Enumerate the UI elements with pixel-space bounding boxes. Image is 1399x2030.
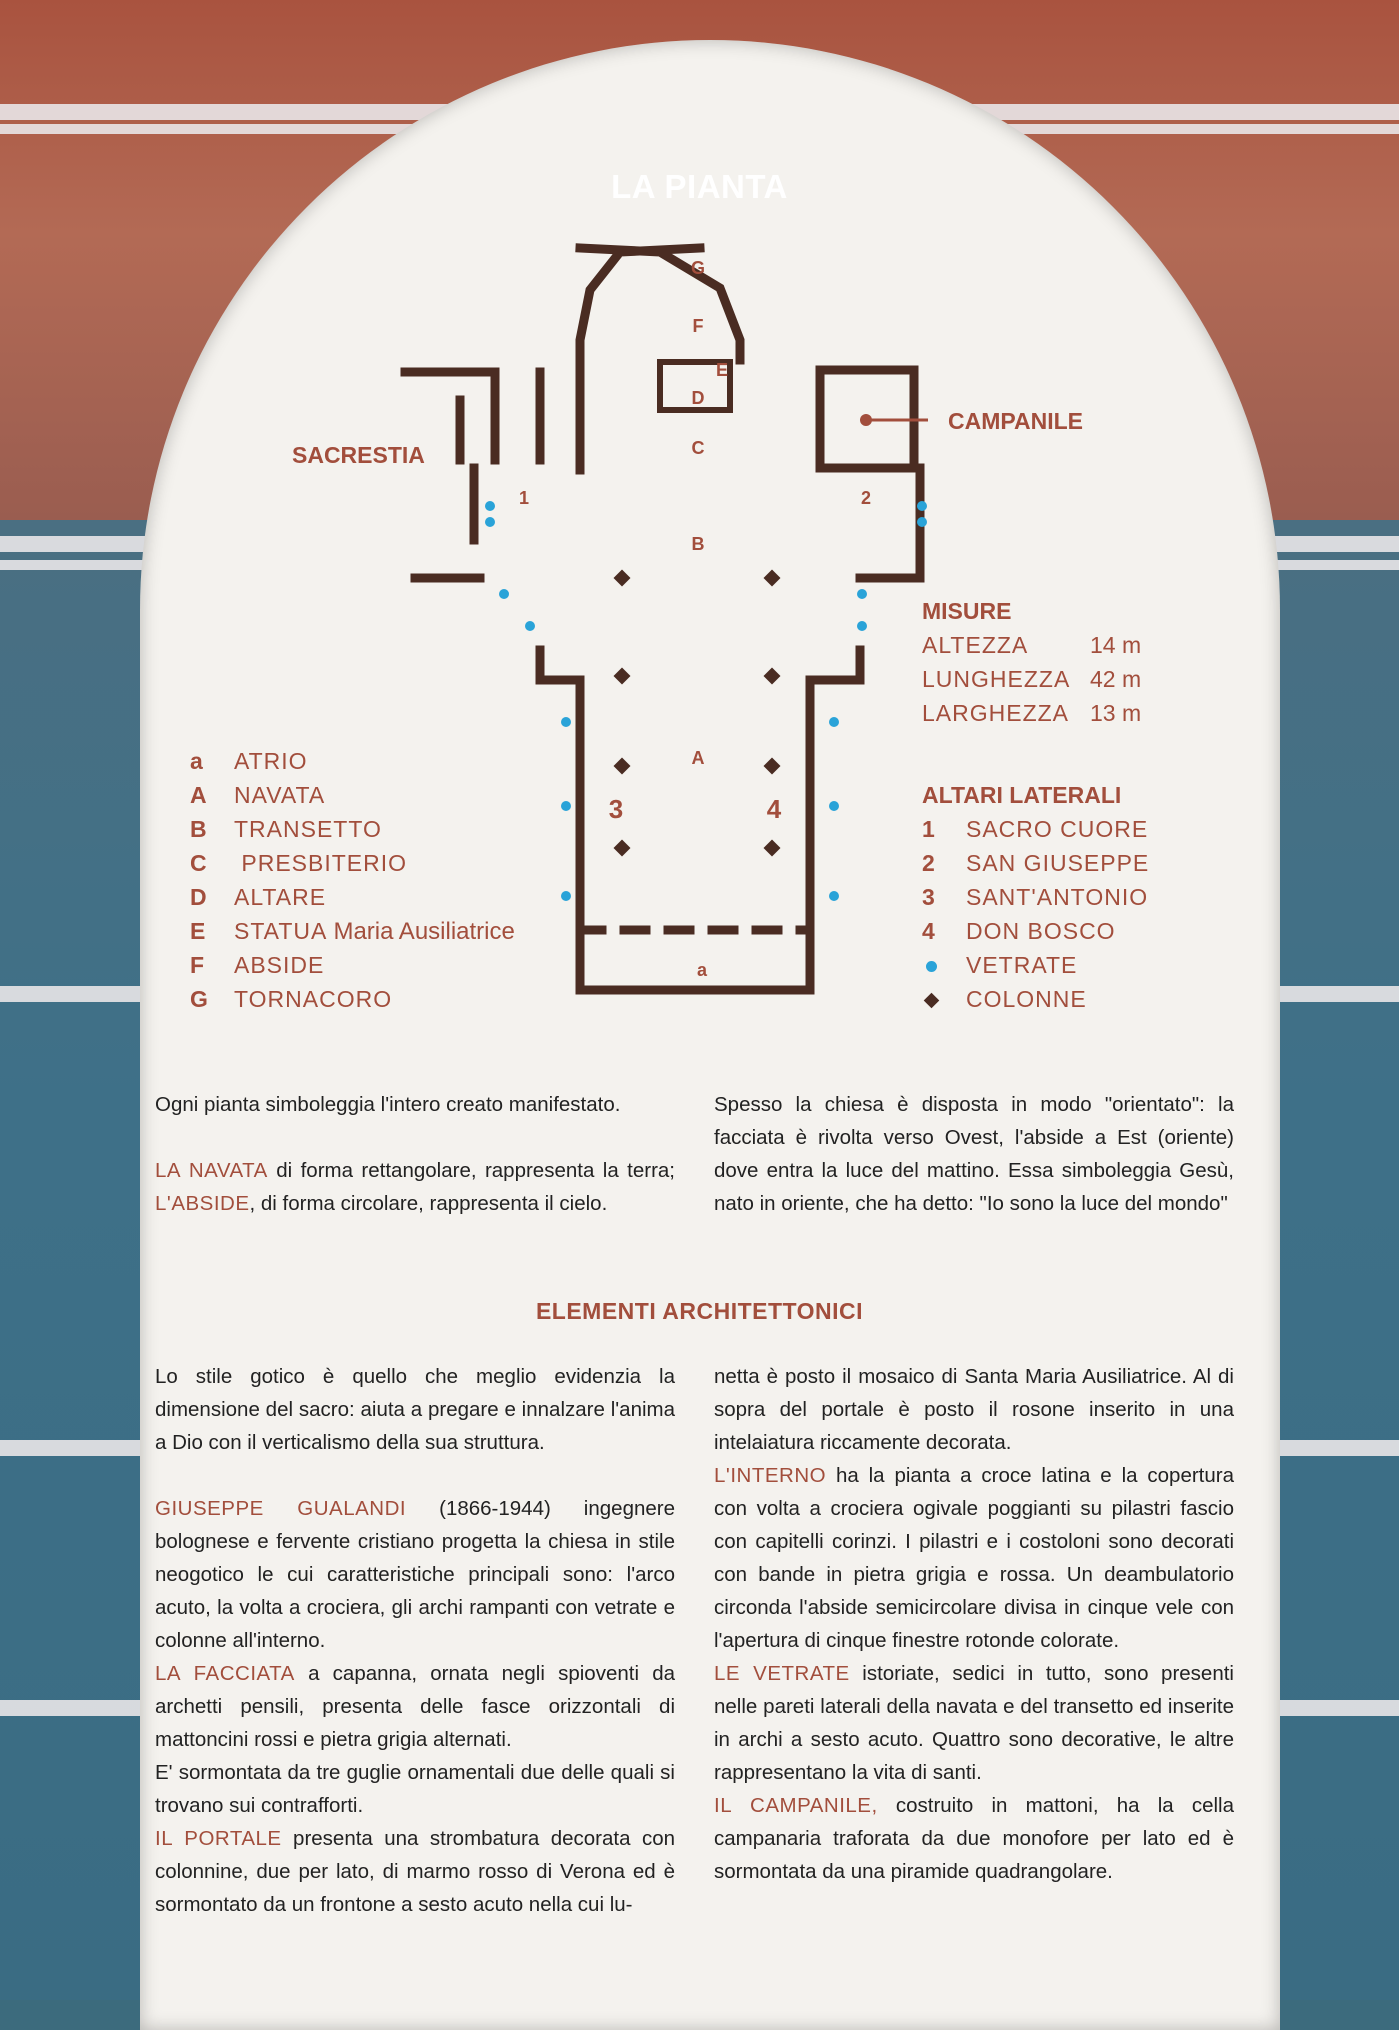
text-run: istoriate, sedici in tutto, sono presenti nelle pareti laterali della navata e del transetto ed inserite in archi a sesto acuto. Quattro sono decorative, le altre rappresentano la vita di santi. xyxy=(714,1662,1234,1784)
left-p2 xyxy=(155,1492,675,1657)
apse-wall xyxy=(580,248,740,360)
legend-item xyxy=(190,918,515,952)
transept-wall xyxy=(860,468,920,578)
window-marker xyxy=(829,717,839,727)
legend-key: C xyxy=(190,850,208,876)
legend-label: NAVATA xyxy=(234,782,326,808)
column-marker xyxy=(764,758,781,775)
window-marker xyxy=(499,589,509,599)
plan-label-a-lower: a xyxy=(696,960,708,980)
transept-wall xyxy=(415,468,480,578)
plan-label-g: G xyxy=(690,258,706,278)
legend-label: ALTARE xyxy=(234,884,327,910)
column-marker xyxy=(614,668,631,685)
right-p1: netta è posto il mosaico di Santa Maria Ausiliatrice. Al di sopra del portale è posto il rosone inserito in una intelaiatura riccamente decorata. xyxy=(714,1365,1234,1454)
window-marker xyxy=(561,717,571,727)
intro-left-p2 xyxy=(155,1154,675,1220)
highlight-abside: L'ABSIDE xyxy=(155,1192,250,1215)
plan-label-2: 2 xyxy=(860,488,872,508)
vetrate-label: VETRATE xyxy=(966,952,1078,978)
altar-key: 3 xyxy=(922,884,936,910)
column-marker xyxy=(614,758,631,775)
legend-label: ATRIO xyxy=(234,748,308,774)
legend-item xyxy=(190,986,515,1020)
window-marker xyxy=(917,517,927,527)
measurement-row xyxy=(922,700,1142,734)
column-marker xyxy=(764,840,781,857)
plan-legend xyxy=(190,748,515,1020)
left-p3 xyxy=(155,1657,675,1756)
text-run: (1866-1944) ingegnere bolognese e fervente cristiano progetta la chiesa in stile neogotico le cui caratteristiche principali sono: l'arco acuto, la volta a crociera, gli archi rampanti con vetrate e colonne all'interno. xyxy=(155,1497,675,1652)
plan-label-4: 4 xyxy=(766,794,782,824)
legend-item xyxy=(190,850,515,884)
measurements xyxy=(922,598,1142,734)
left-p5 xyxy=(155,1822,675,1921)
legend-key: D xyxy=(190,884,208,910)
measurement-label: ALTEZZA xyxy=(922,632,1029,658)
legend-key: A xyxy=(190,782,208,808)
right-p3 xyxy=(714,1657,1234,1789)
colonne-label: COLONNE xyxy=(966,986,1087,1012)
altar-item xyxy=(922,850,1149,884)
legend-key: F xyxy=(190,952,206,978)
plan-label-b: B xyxy=(691,534,705,554)
altar-label: SACRO CUORE xyxy=(966,816,1149,842)
side-altars-heading: ALTARI LATERALI xyxy=(922,782,1122,808)
altar-label: SANT'ANTONIO xyxy=(966,884,1149,910)
measurements-heading: MISURE xyxy=(922,598,1012,624)
right-p2 xyxy=(714,1459,1234,1657)
measurement-label: LUNGHEZZA xyxy=(922,666,1071,692)
column-marker xyxy=(614,840,631,857)
window-marker xyxy=(829,801,839,811)
window-marker xyxy=(857,621,867,631)
plan-label-c: C xyxy=(691,438,705,458)
column-marker xyxy=(764,570,781,587)
plan-label-a-upper: A xyxy=(691,748,705,768)
highlight-interno: L'INTERNO xyxy=(714,1464,827,1487)
windows xyxy=(485,501,927,901)
legend-item xyxy=(190,782,515,816)
highlight-campanile: IL CAMPANILE, xyxy=(714,1794,878,1817)
highlight-navata: LA NAVATA xyxy=(155,1159,268,1182)
window-marker xyxy=(485,517,495,527)
column-marker xyxy=(764,668,781,685)
window-marker xyxy=(561,891,571,901)
legend-key: G xyxy=(190,986,209,1012)
left-p4: E' sormontata da tre guglie ornamentali due delle quali si trovano sui contrafforti. xyxy=(155,1761,675,1817)
highlight-vetrate: LE VETRATE xyxy=(714,1662,850,1685)
legend-label: ABSIDE xyxy=(234,952,325,978)
plan-label-1: 1 xyxy=(518,488,530,508)
legend-item xyxy=(190,884,515,918)
text-run: costruito in mattoni, ha la cella campanaria traforata da due monofore per lato ed è sormontata da una piramide quadrangolare. xyxy=(714,1794,1234,1883)
column-marker xyxy=(614,570,631,587)
window-marker xyxy=(857,589,867,599)
nave-wall xyxy=(810,650,860,990)
side-altars-legend xyxy=(922,782,1149,1020)
highlight-gualandi: GIUSEPPE GUALANDI xyxy=(155,1497,407,1520)
measurement-value: 13 m xyxy=(1090,700,1142,726)
altar-key: 1 xyxy=(922,816,936,842)
intro-left-p1: Ogni pianta simboleggia l'intero creato manifestato. xyxy=(155,1093,621,1116)
legend-note: Maria Ausiliatrice xyxy=(333,918,515,945)
measurement-row xyxy=(922,666,1142,700)
highlight-facciata: LA FACCIATA xyxy=(155,1662,295,1685)
text-run: , di forma circolare, rappresenta il cielo. xyxy=(249,1192,608,1215)
intro-left xyxy=(155,1088,675,1220)
altar-key: 2 xyxy=(922,850,936,876)
legend-label: STATUA xyxy=(234,918,327,944)
window-marker xyxy=(829,891,839,901)
column-diamond-icon xyxy=(924,993,940,1009)
altar-label: SAN GIUSEPPE xyxy=(966,850,1150,876)
plan-label-d: D xyxy=(691,388,705,408)
left-p1: Lo stile gotico è quello che meglio evidenzia la dimensione del sacro: aiuta a pregare e innalzare l'anima a Dio con il verticalismo della sua struttura. xyxy=(155,1365,675,1454)
window-marker xyxy=(561,801,571,811)
colonne-item xyxy=(922,986,1149,1020)
left-column xyxy=(155,1360,675,1921)
legend-label: TORNACORO xyxy=(234,986,393,1012)
right-column xyxy=(714,1360,1234,1888)
window-marker xyxy=(485,501,495,511)
legend-key: E xyxy=(190,918,207,944)
right-p4 xyxy=(714,1789,1234,1888)
intro-right: Spesso la chiesa è disposta in modo "orientato": la facciata è rivolta verso Ovest, l'abside a Est (oriente) dove entra la luce del mattino. Essa simboleggia Gesù, nato in oriente, che ha detto: "Io sono la luce del mondo" xyxy=(714,1093,1234,1215)
altar-item xyxy=(922,884,1149,918)
highlight-portale: IL PORTALE xyxy=(155,1827,282,1850)
window-marker xyxy=(525,621,535,631)
sacrestia-label: SACRESTIA xyxy=(292,442,425,468)
legend-label: TRANSETTO xyxy=(234,816,382,842)
columns xyxy=(614,570,781,857)
text-run: presenta una strombatura decorata con colonnine, due per lato, di marmo rosso di Verona ed è sormontato da un frontone a sesto acuto nella cui lu- xyxy=(155,1827,675,1916)
measurement-value: 14 m xyxy=(1090,632,1142,658)
measurement-row xyxy=(922,632,1142,666)
legend-item xyxy=(190,952,515,986)
plan-label-f: F xyxy=(692,316,704,336)
window-marker xyxy=(917,501,927,511)
text-run: di forma rettangolare, rappresenta la terra; xyxy=(267,1159,676,1182)
altar-item xyxy=(922,918,1149,952)
campanile-label: CAMPANILE xyxy=(948,408,1084,434)
measurement-value: 42 m xyxy=(1090,666,1142,692)
legend-item xyxy=(190,748,515,782)
window-dot-icon xyxy=(926,961,937,972)
text-run: ha la pianta a croce latina e la copertura con volta a crociera ogivale poggianti su pilastri fascio con capitelli corinzi. I pilastri e i costoloni sono decorati con bande in pietra grigia e rossa. Un deambulatorio circonda l'abside semicircolare divisa in cinque vele con l'apertura di cinque finestre rotonde colorate. xyxy=(714,1464,1234,1652)
legend-key: a xyxy=(190,748,204,774)
legend-item xyxy=(190,816,515,850)
measurement-label: LARGHEZZA xyxy=(922,700,1070,726)
plan-label-3: 3 xyxy=(608,794,624,824)
altar-item xyxy=(922,816,1149,850)
section-title: ELEMENTI ARCHITETTONICI xyxy=(535,1298,864,1324)
legend-label: PRESBITERIO xyxy=(234,850,408,876)
nave-wall xyxy=(540,650,580,990)
altar-label: DON BOSCO xyxy=(966,918,1116,944)
plan-label-e: E xyxy=(715,360,729,380)
text-run: a capanna, ornata negli spioventi da archetti pensili, presenta delle fasce orizzontali di mattoncini rossi e pietra grigia alternati. xyxy=(155,1662,676,1751)
altar-key: 4 xyxy=(922,918,936,944)
page-title: LA PIANTA xyxy=(611,168,788,205)
vetrate-item xyxy=(922,952,1149,986)
legend-key: B xyxy=(190,816,208,842)
